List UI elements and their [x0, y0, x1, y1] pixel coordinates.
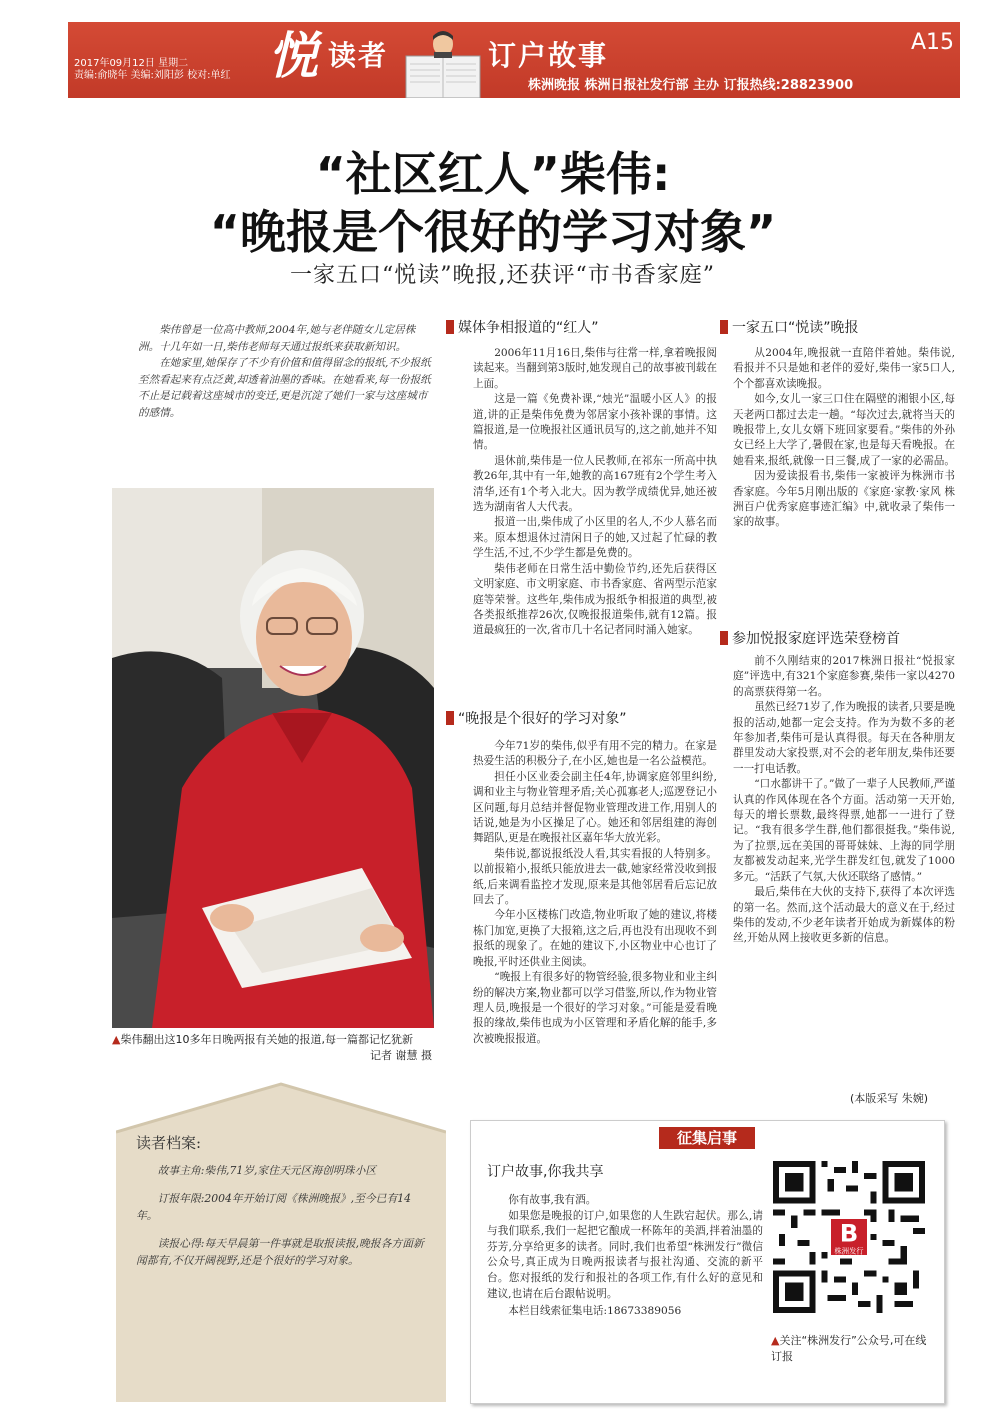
section-marker-icon	[446, 711, 454, 725]
page-header	[68, 22, 960, 98]
section-heading-text: 一家五口“悦读”晚报	[732, 320, 859, 336]
header-meta	[74, 58, 230, 82]
paragraph: 担任小区业委会副主任4年,协调家庭邻里纠纷,调和业主与物业管理矛盾;关心孤寡老人;巡逻登记小区问题,每月总结并督促物业管理改进工作,用别人的话说,她是为小区操足了心。她还和邻居组建的海创舞蹈队,更是在晚报社区嘉年华大放光彩。	[473, 770, 717, 845]
paragraph: 如今,女儿一家三口住在隔壁的湘银小区,每天老两口都过去走一趟。“每次过去,就将当天的晚报带上,女儿女婿下班回家要看。”柴伟的外孙女已经上大学了,暑假在家,也是每天看晚报。在她看来,报纸,就像一日三餐,成了一家的必需品。	[733, 393, 955, 467]
section-2-body	[473, 739, 717, 1047]
header-date: 2017年09月12日 星期二	[74, 58, 189, 69]
section-1-body	[473, 346, 717, 639]
caption-text: 柴伟翻出这10多年日晚两报有关她的报道,每一篇都记忆犹新	[120, 1033, 413, 1046]
header-logo-char: 悦	[268, 26, 318, 85]
profile-item: 故事主角:柴伟,71岁,家住天元区海创明珠小区	[157, 1164, 377, 1177]
page-number: A15	[910, 30, 954, 55]
header-column-title-1: 读者	[328, 39, 389, 72]
paragraph: 因为爱读报看书,柴伟一家被评为株洲市书香家庭。今年5月刚出版的《家庭·家教·家风 株洲百户优秀家庭事迹汇编》中,就收录了柴伟一家的故事。	[733, 470, 955, 529]
intro-paragraph: 柴伟曾是一位高中教师,2004年,她与老伴随女儿定居株洲。十几年如一日,柴伟老师每天通过报纸来获取新知识。	[138, 324, 416, 353]
paragraph: 2006年11月16日,柴伟与往常一样,拿着晚报阅读起来。当翻到第3版时,她发现自己的故事被刊载在上面。	[473, 347, 717, 390]
notice-body	[487, 1193, 763, 1320]
section-3-body	[733, 346, 955, 531]
caption-triangle-icon: ▲	[112, 1033, 121, 1046]
paragraph: 报道一出,柴伟成了小区里的名人,不少人慕名而来。原本想退休过清闲日子的她,又过起了忙碌的教学生活,不过,不少学生都是免费的。	[473, 516, 717, 560]
section-heading-3	[720, 317, 859, 337]
profile-body	[136, 1162, 426, 1280]
section-marker-icon	[446, 320, 454, 334]
notice-paragraph: 如果您是晚报的订户,如果您的人生跌宕起伏。那么,请与我们联系,我们一起把它酿成一杯陈年的美酒,拌着油墨的芬芳,分享给更多的读者。同时,我们也希望“株洲发行”微信公众号,真正成为日晚两报读者与报社沟通、交流的新平台。您对报纸的发行和报社的各项工作,有什么好的意见和建议,也请在后台跟帖说明。	[487, 1209, 763, 1300]
section-heading-text: 参加悦报家庭评选荣登榜首	[732, 631, 900, 647]
headline-line-1: “社区红人”柴伟:	[315, 147, 671, 201]
paragraph: 柴伟说,都说报纸没人看,其实看报的人特别多。以前报箱小,报纸只能放进去一截,她家经常没收到报纸,后来调看监控才发现,原来是其他邻居看后忘记放回去了。	[473, 847, 717, 907]
profile-item: 订报年限:2004年开始订阅《株洲晚报》,至今已有14年。	[136, 1192, 412, 1222]
section-heading-1	[446, 317, 599, 337]
qr-caption	[771, 1333, 931, 1365]
subheadline: 一家五口“悦读”晚报,还获评“市书香家庭”	[290, 263, 715, 288]
paragraph: 最后,柴伟在大伙的支持下,获得了本次评选的第一名。然而,这个活动最大的意义在于,经过柴伟的发动,不少老年读者开始成为新媒体的粉丝,开始从网上接收更多新的信息。	[733, 886, 955, 945]
article-byline: (本版采写 朱婉)	[850, 1092, 929, 1105]
section-marker-icon	[720, 631, 728, 645]
profile-title: 读者档案:	[136, 1134, 202, 1152]
section-marker-icon	[720, 320, 728, 334]
paragraph: 退休前,柴伟是一位人民教师,在祁东一所高中执教26年,其中有一年,她教的高167班有2个学生考入清华,还有1个考入北大。因为教学成绩优异,她还被选为湖南省人大代表。	[473, 454, 717, 514]
section-heading-2	[446, 708, 627, 728]
qr-code-icon[interactable]	[773, 1161, 925, 1313]
paragraph: 前不久刚结束的2017株洲日报社“悦报家庭”评选中,有321个家庭参赛,柴伟一家以4270的高票获得第一名。	[733, 655, 955, 698]
intro-text	[138, 322, 434, 421]
qr-caption-text: 关注“株洲发行”公众号,可在线订报	[771, 1334, 927, 1363]
paragraph: 今年小区楼栋门改造,物业听取了她的建议,将楼栋门加宽,更换了大报箱,这之后,再也没有出现收不到报纸的现象了。在她的建议下,小区物业中心也订了晚报,平时还供业主阅读。	[473, 909, 717, 968]
header-editors: 责编:俞晓年 美编:刘阳彭 校对:单红	[74, 70, 231, 81]
section-4-body	[733, 654, 955, 947]
header-column-title-2: 订户故事	[488, 39, 609, 72]
paragraph: “晚报上有很多好的物管经验,很多物业和业主纠纷的解决方案,物业都可以学习借鉴,所以,作为物业管理人员,晚报是一个很好的学习对象。”可能是爱看晚报的缘故,柴伟也成为小区管理和矛盾化解的能手,多次被晚报报道。	[473, 971, 717, 1045]
newspaper-reader-illustration	[398, 30, 488, 98]
article-photo	[112, 488, 434, 1028]
notice-phone: 本栏目线索征集电话:18673389056	[508, 1305, 682, 1318]
paragraph: 这是一篇《免费补课,“烛光”温暖小区人》的报道,讲的正是柴伟免费为邻居家小孩补课的事情。这篇报道,是一位晚报社区通讯员写的,这之前,她并不知情。	[473, 393, 717, 452]
reader-profile-box	[116, 1082, 446, 1402]
photo-caption	[112, 1032, 432, 1062]
notice-paragraph: 你有故事,我有酒。	[508, 1194, 597, 1206]
caption-triangle-icon: ▲	[771, 1334, 780, 1347]
paragraph: 虽然已经71岁了,作为晚报的读者,只要是晚报的活动,她都一定会支持。作为为数不多的老年参加者,柴伟可是认真得很。每天在各种朋友群里发动大家投票,对不会的老年朋友,柴伟还要一一打电话教。	[733, 701, 955, 775]
section-heading-4	[720, 628, 900, 648]
paragraph: 从2004年,晚报就一直陪伴着她。柴伟说,看报并不只是她和老伴的爱好,柴伟一家5口人,个个都喜欢读晚报。	[733, 347, 955, 390]
intro-paragraph: 在她家里,她保存了不少有价值和值得留念的报纸,不少报纸至然看起来有点泛黄,却透着油墨的香味。在她看来,每一份报纸不止是记载着这座城市的变迁,更是沉淀了她们一家与这座城市的感情。	[138, 357, 431, 419]
paragraph: 今年71岁的柴伟,似乎有用不完的精力。在家是热爱生活的积极分子,在小区,她也是一名公益模范。	[473, 740, 717, 768]
solicitation-notice	[470, 1120, 945, 1404]
section-heading-text: 媒体争相报道的“红人”	[458, 320, 599, 336]
section-heading-text: “晚报是个很好的学习对象”	[458, 711, 627, 727]
paragraph: “口水都讲干了。”做了一辈子人民教师,严谨认真的作风体现在各个方面。活动第一天开始,每天的增长票数,最终得票,她都一一进行了登记。“我有很多学生群,他们都很挺我。”柴伟说,为了拉票,远在美国的哥哥妹妹、上海的同学朋友都被发动起来,光学生群发红包,就发了1000多元。“活跃了气氛,大伙还联络了感情。”	[733, 778, 955, 883]
header-org-line: 株洲晚报 株洲日报社发行部 主办 订报热线:28823900	[528, 78, 854, 93]
paragraph: 柴伟老师在日常生活中勤俭节约,还先后获得区文明家庭、市文明家庭、市书香家庭、省两型示范家庭等荣誉。这些年,柴伟成为报纸争相报道的典型,被各类报纸推荐26次,仅晚报报道柴伟,就有12篇。报道最疯狂的一次,省市几十名记者同时涌入她家。	[473, 562, 717, 637]
notice-subtitle: 订户故事,你我共享	[487, 1164, 604, 1180]
qr-logo-text: 株洲发行	[834, 1246, 864, 1256]
profile-item: 读报心得:每天早晨第一件事就是取报读报,晚报各方面新闻都有,不仅开阔视野,还是个很好的学习对象。	[136, 1237, 424, 1267]
headline-line-2: “晚报是个很好的学习对象”	[209, 205, 777, 259]
photo-credit: 记者 谢慧 摄	[370, 1049, 432, 1062]
svg-text:B: B	[839, 1218, 859, 1248]
notice-tag: 征集启事	[659, 1127, 755, 1149]
